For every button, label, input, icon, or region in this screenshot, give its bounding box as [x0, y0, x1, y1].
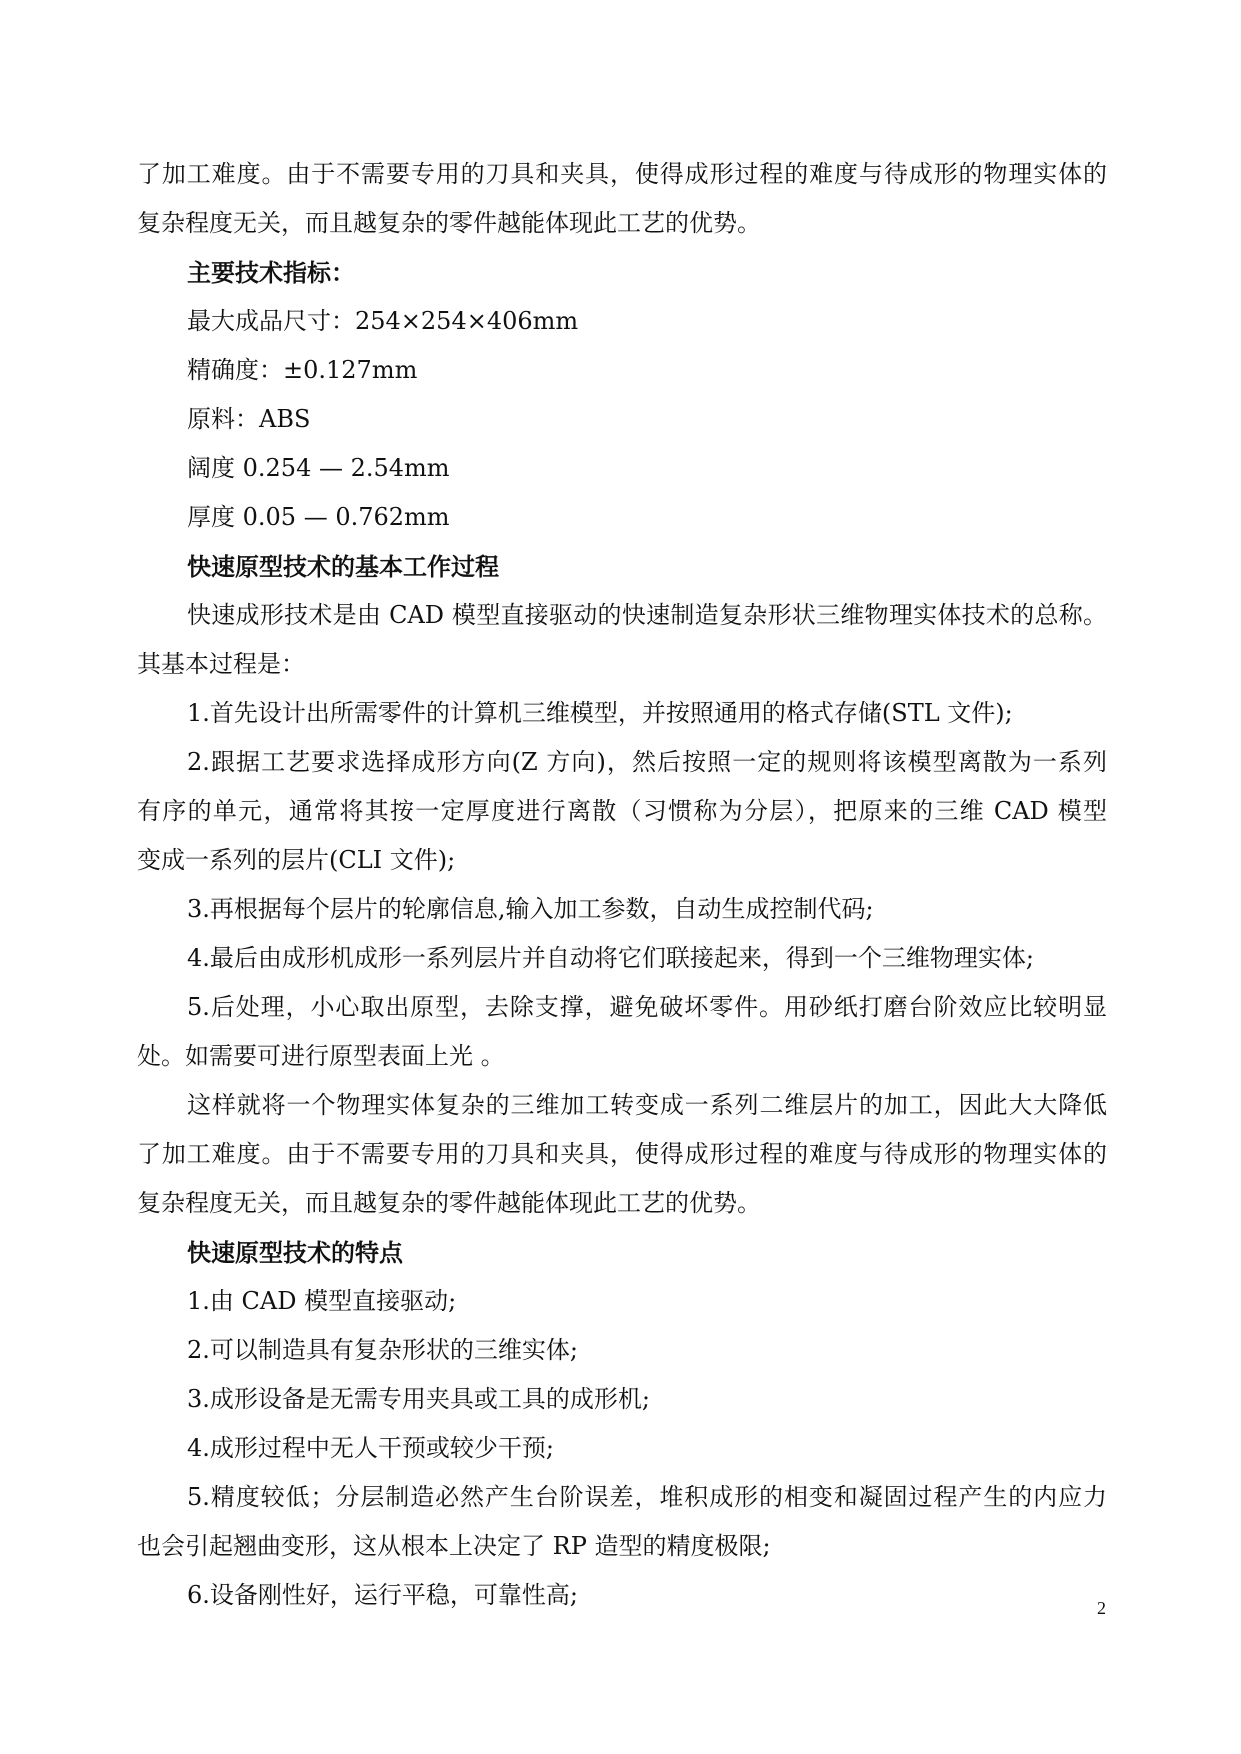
list-item-continuation: 变成一系列的层片(CLI 文件); — [137, 846, 456, 874]
paragraph-line: 这样就将一个物理实体复杂的三维加工转变成一系列二维层片的加工，因此大大降低 — [187, 1091, 1107, 1119]
list-item: 6.设备刚性好，运行平稳，可靠性高; — [187, 1581, 578, 1609]
paragraph-line: 快速成形技术是由 CAD 模型直接驱动的快速制造复杂形状三维物理实体技术的总称。 — [187, 601, 1107, 629]
spec-line: 精确度：±0.127mm — [187, 356, 418, 384]
section-heading: 快速原型技术的特点 — [187, 1238, 403, 1267]
list-item: 2.可以制造具有复杂形状的三维实体; — [187, 1336, 578, 1364]
section-heading: 快速原型技术的基本工作过程 — [187, 552, 499, 581]
spec-line: 最大成品尺寸：254×254×406mm — [187, 307, 579, 335]
paragraph-line: 复杂程度无关，而且越复杂的零件越能体现此工艺的优势。 — [137, 209, 761, 237]
list-item: 2.跟据工艺要求选择成形方向(Z 方向)，然后按照一定的规则将该模型离散为一系列 — [187, 748, 1107, 776]
paragraph-line: 了加工难度。由于不需要专用的刀具和夹具，使得成形过程的难度与待成形的物理实体的 — [137, 160, 1107, 188]
list-item-continuation: 有序的单元，通常将其按一定厚度进行离散（习惯称为分层），把原来的三维 CAD 模型 — [137, 797, 1107, 825]
list-item: 3.成形设备是无需专用夹具或工具的成形机; — [187, 1385, 650, 1413]
list-item: 1.首先设计出所需零件的计算机三维模型，并按照通用的格式存储(STL 文件); — [187, 699, 1013, 727]
spec-line: 原料：ABS — [187, 405, 311, 433]
paragraph-line: 了加工难度。由于不需要专用的刀具和夹具，使得成形过程的难度与待成形的物理实体的 — [137, 1140, 1107, 1168]
paragraph-line: 其基本过程是： — [137, 650, 305, 678]
list-item: 5.后处理，小心取出原型，去除支撑，避免破坏零件。用砂纸打磨台阶效应比较明显 — [187, 993, 1107, 1021]
list-item: 4.最后由成形机成形一系列层片并自动将它们联接起来，得到一个三维物理实体; — [187, 944, 1034, 972]
list-item: 5.精度较低；分层制造必然产生台阶误差，堆积成形的相变和凝固过程产生的内应力 — [187, 1483, 1107, 1511]
list-item: 1.由 CAD 模型直接驱动; — [187, 1287, 457, 1315]
document-body — [137, 150, 1107, 1620]
list-item: 4.成形过程中无人干预或较少干预; — [187, 1434, 554, 1462]
paragraph-line: 复杂程度无关，而且越复杂的零件越能体现此工艺的优势。 — [137, 1189, 761, 1217]
list-item: 3.再根据每个层片的轮廓信息,输入加工参数，自动生成控制代码; — [187, 895, 874, 923]
list-item-continuation: 处。如需要可进行原型表面上光 。 — [137, 1042, 505, 1070]
page-number: 2 — [1097, 1598, 1106, 1618]
spec-line: 阔度 0.254 — 2.54mm — [187, 454, 450, 482]
section-heading: 主要技术指标： — [187, 258, 355, 287]
list-item-continuation: 也会引起翘曲变形，这从根本上决定了 RP 造型的精度极限; — [137, 1532, 771, 1560]
spec-line: 厚度 0.05 — 0.762mm — [187, 503, 450, 531]
